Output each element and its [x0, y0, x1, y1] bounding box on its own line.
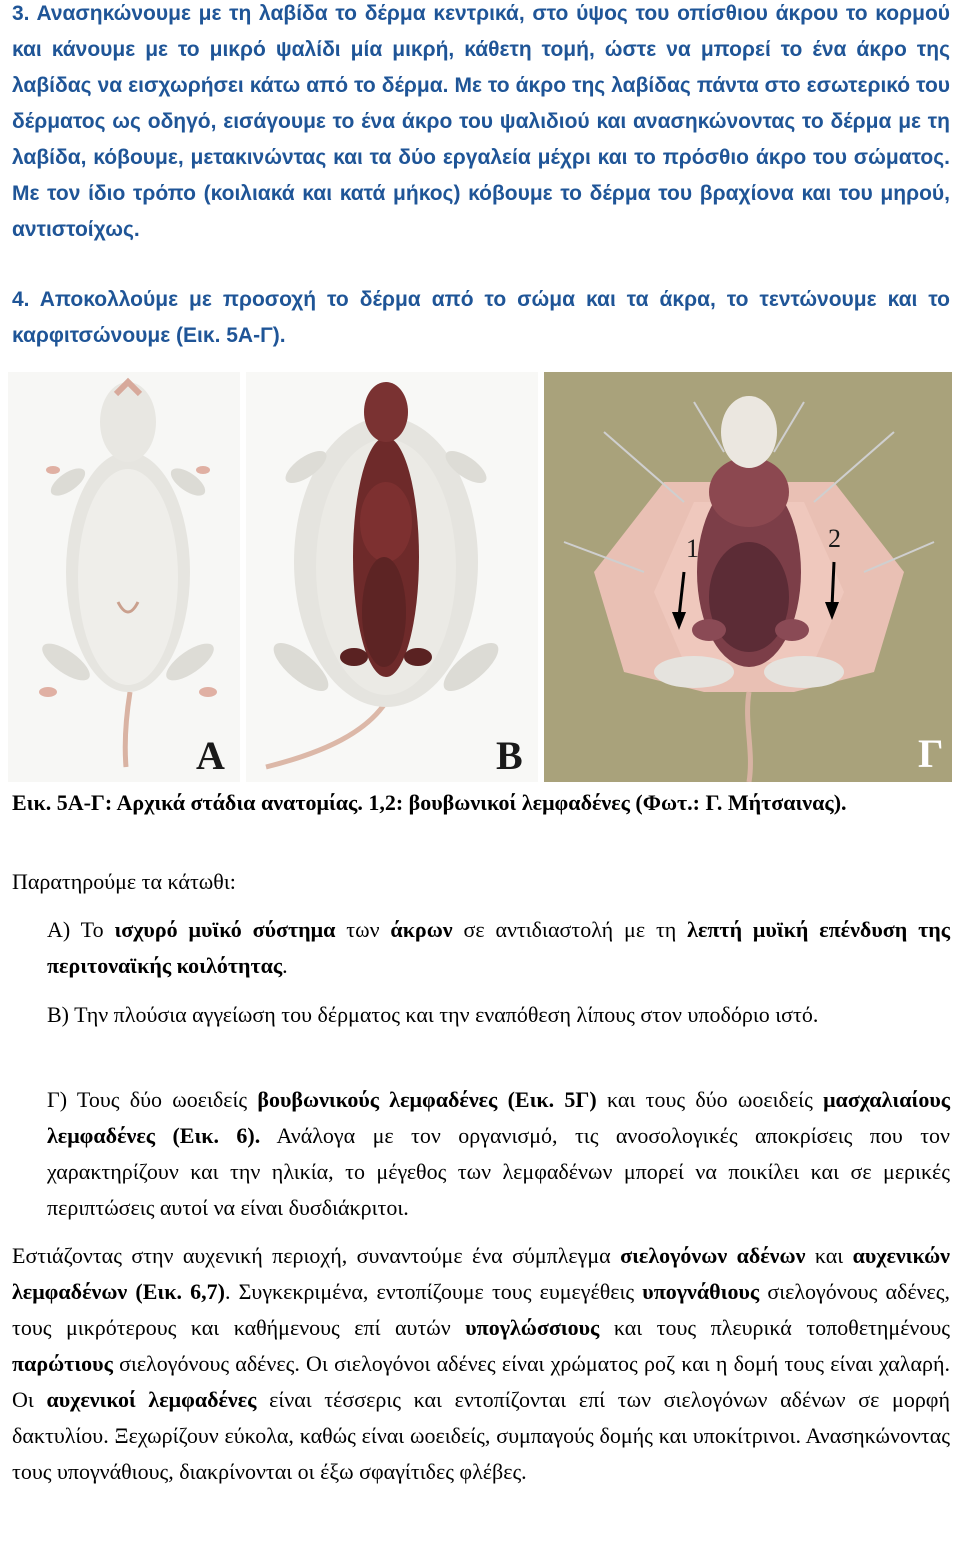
text-run: . Συγκεκριμένα, εντοπίζουμε τους ευμεγέθεις — [224, 1279, 643, 1304]
panel-label-a: A — [196, 733, 225, 778]
photo-panel-c — [544, 372, 952, 782]
arrow-label-1: 1 — [686, 534, 699, 563]
bold-term: σιελογόνων αδένων — [620, 1243, 806, 1268]
bold-term: βουβωνικούς λεμφαδένες (Εικ. 5Γ) — [257, 1087, 597, 1112]
text-run: σιελογόνους αδένες, τους μικρότερους και καθήμενους επί αυτών — [12, 1279, 950, 1340]
panel-label-b: B — [496, 733, 523, 778]
arrow-2-line — [832, 562, 834, 607]
panel-label-c: Γ — [918, 731, 944, 776]
observation-b: Β) Την πλούσια αγγείωση του δέρματος και την εναπόθεση λίπους στον υποδόριο ιστό. — [47, 1002, 819, 1027]
step-3-paragraph: 3. Ανασηκώνουμε με τη λαβίδα το δέρμα κεντρικά, στο ύψος του οπίσθιου άκρου το κορμού και κάνουμε με το μικρό ψαλίδι μία μικρή, κάθετη τομή, ώστε να μπορεί το ένα άκρο της λαβίδας να εισχωρήσει κάτω από το δέρμα. Με το άκρο της λαβίδας πάντα στο εσωτερικό του δέρματος ως οδηγό, εισάγουμε το ένα άκρο του ψαλιδιού και ανασηκώνοντας το δέρμα με τη λαβίδα, κόβουμε, μετακινώντας και τα δύο εργαλεία μέχρι και το πρόσθιο άκρο του σώματος. Με τον ίδιο τρόπο (κοιλιακά και κατά μήκος) κόβουμε το δέρμα του βραχίονα και του μηρού, αντιστοίχως. — [12, 2, 950, 241]
bold-term: αυχενικών λεμφαδένων (Εικ. 6,7) — [12, 1243, 950, 1304]
bold-term: υπογλώσσιους — [465, 1315, 600, 1340]
figure-caption: Εικ. 5Α-Γ: Αρχικά στάδια ανατομίας. 1,2: βουβωνικοί λεμφαδένες (Φωτ.: Γ. Μήτσαινας). — [12, 790, 847, 815]
text-run: σιελογόνους αδένες. Οι σιελογόνοι αδένες είναι χρώματος ροζ και η δομή τους είναι χαλαρή. Οι — [12, 1351, 950, 1412]
observation-a — [47, 912, 950, 984]
text-run: και τους δύο ωοειδείς — [596, 1087, 824, 1112]
text-run: Γ) Τους δύο ωοειδείς — [47, 1087, 258, 1112]
text-run: Α) Το — [47, 917, 115, 942]
neck-region-paragraph — [12, 1238, 950, 1490]
text-run: και — [805, 1243, 853, 1268]
photo-panel-b — [246, 372, 538, 782]
bold-term: λεπτή μυϊκή επένδυση της περιτοναϊκής κοιλότητας — [47, 917, 950, 978]
figure-5 — [8, 372, 952, 784]
text-run: Εστιάζοντας στην αυχενική περιοχή, συναντούμε ένα σύμπλεγμα — [12, 1243, 621, 1268]
text-run: των — [335, 917, 391, 942]
arrow-label-2: 2 — [828, 524, 841, 553]
mouse-intact-image — [8, 372, 240, 782]
text-run: . — [282, 953, 288, 978]
photo-panel-a — [8, 372, 240, 782]
text-run: είναι τέσσερις και εντοπίζονται επί των σιελογόνων αδένων σε μορφή δακτυλίου. Ξεχωρίζουν εύκολα, καθώς είναι ωοειδείς, συμπαγούς δομής και υποκίτρινοι. Ανασηκώνοντας τους υπογνάθιους, διακρίνονται οι έξω σφαγίτιδες φλέβες. — [12, 1387, 950, 1484]
bold-term: υπογνάθιους — [642, 1279, 760, 1304]
bold-term: ισχυρό μυϊκό σύστημα — [114, 917, 336, 942]
bold-term: παρώτιους — [12, 1351, 113, 1376]
observation-c — [47, 1082, 950, 1226]
bold-term: μασχαλιαίους λεμφαδένες (Εικ. 6). — [47, 1087, 951, 1148]
text-run: και τους πλευρικά τοποθετημένους — [599, 1315, 950, 1340]
text-run: Ανάλογα με τον οργανισμό, τις ανοσολογικές αποκρίσεις που τον χαρακτηρίζουν και την ηλικία, το μέγεθος των λεμφαδένων μπορεί να ποικίλει και σε μερικές περιπτώσεις αυτοί να είναι δυσδιάκριτοι. — [47, 1123, 951, 1220]
text-run: σε αντιδιαστολή με τη — [452, 917, 688, 942]
step-4-paragraph: 4. Αποκολλούμε με προσοχή το δέρμα από το σώμα και τα άκρα, το τεντώνουμε και το καρφιτσώνουμε (Εικ. 5Α-Γ). — [12, 288, 950, 347]
observations-intro: Παρατηρούμε τα κάτωθι: — [12, 869, 236, 894]
bold-term: αυχενικοί λεμφαδένες — [46, 1387, 257, 1412]
mouse-opened-image — [246, 372, 538, 782]
bold-term: άκρων — [390, 917, 453, 942]
mouse-pinned-dissection-image — [544, 372, 952, 782]
